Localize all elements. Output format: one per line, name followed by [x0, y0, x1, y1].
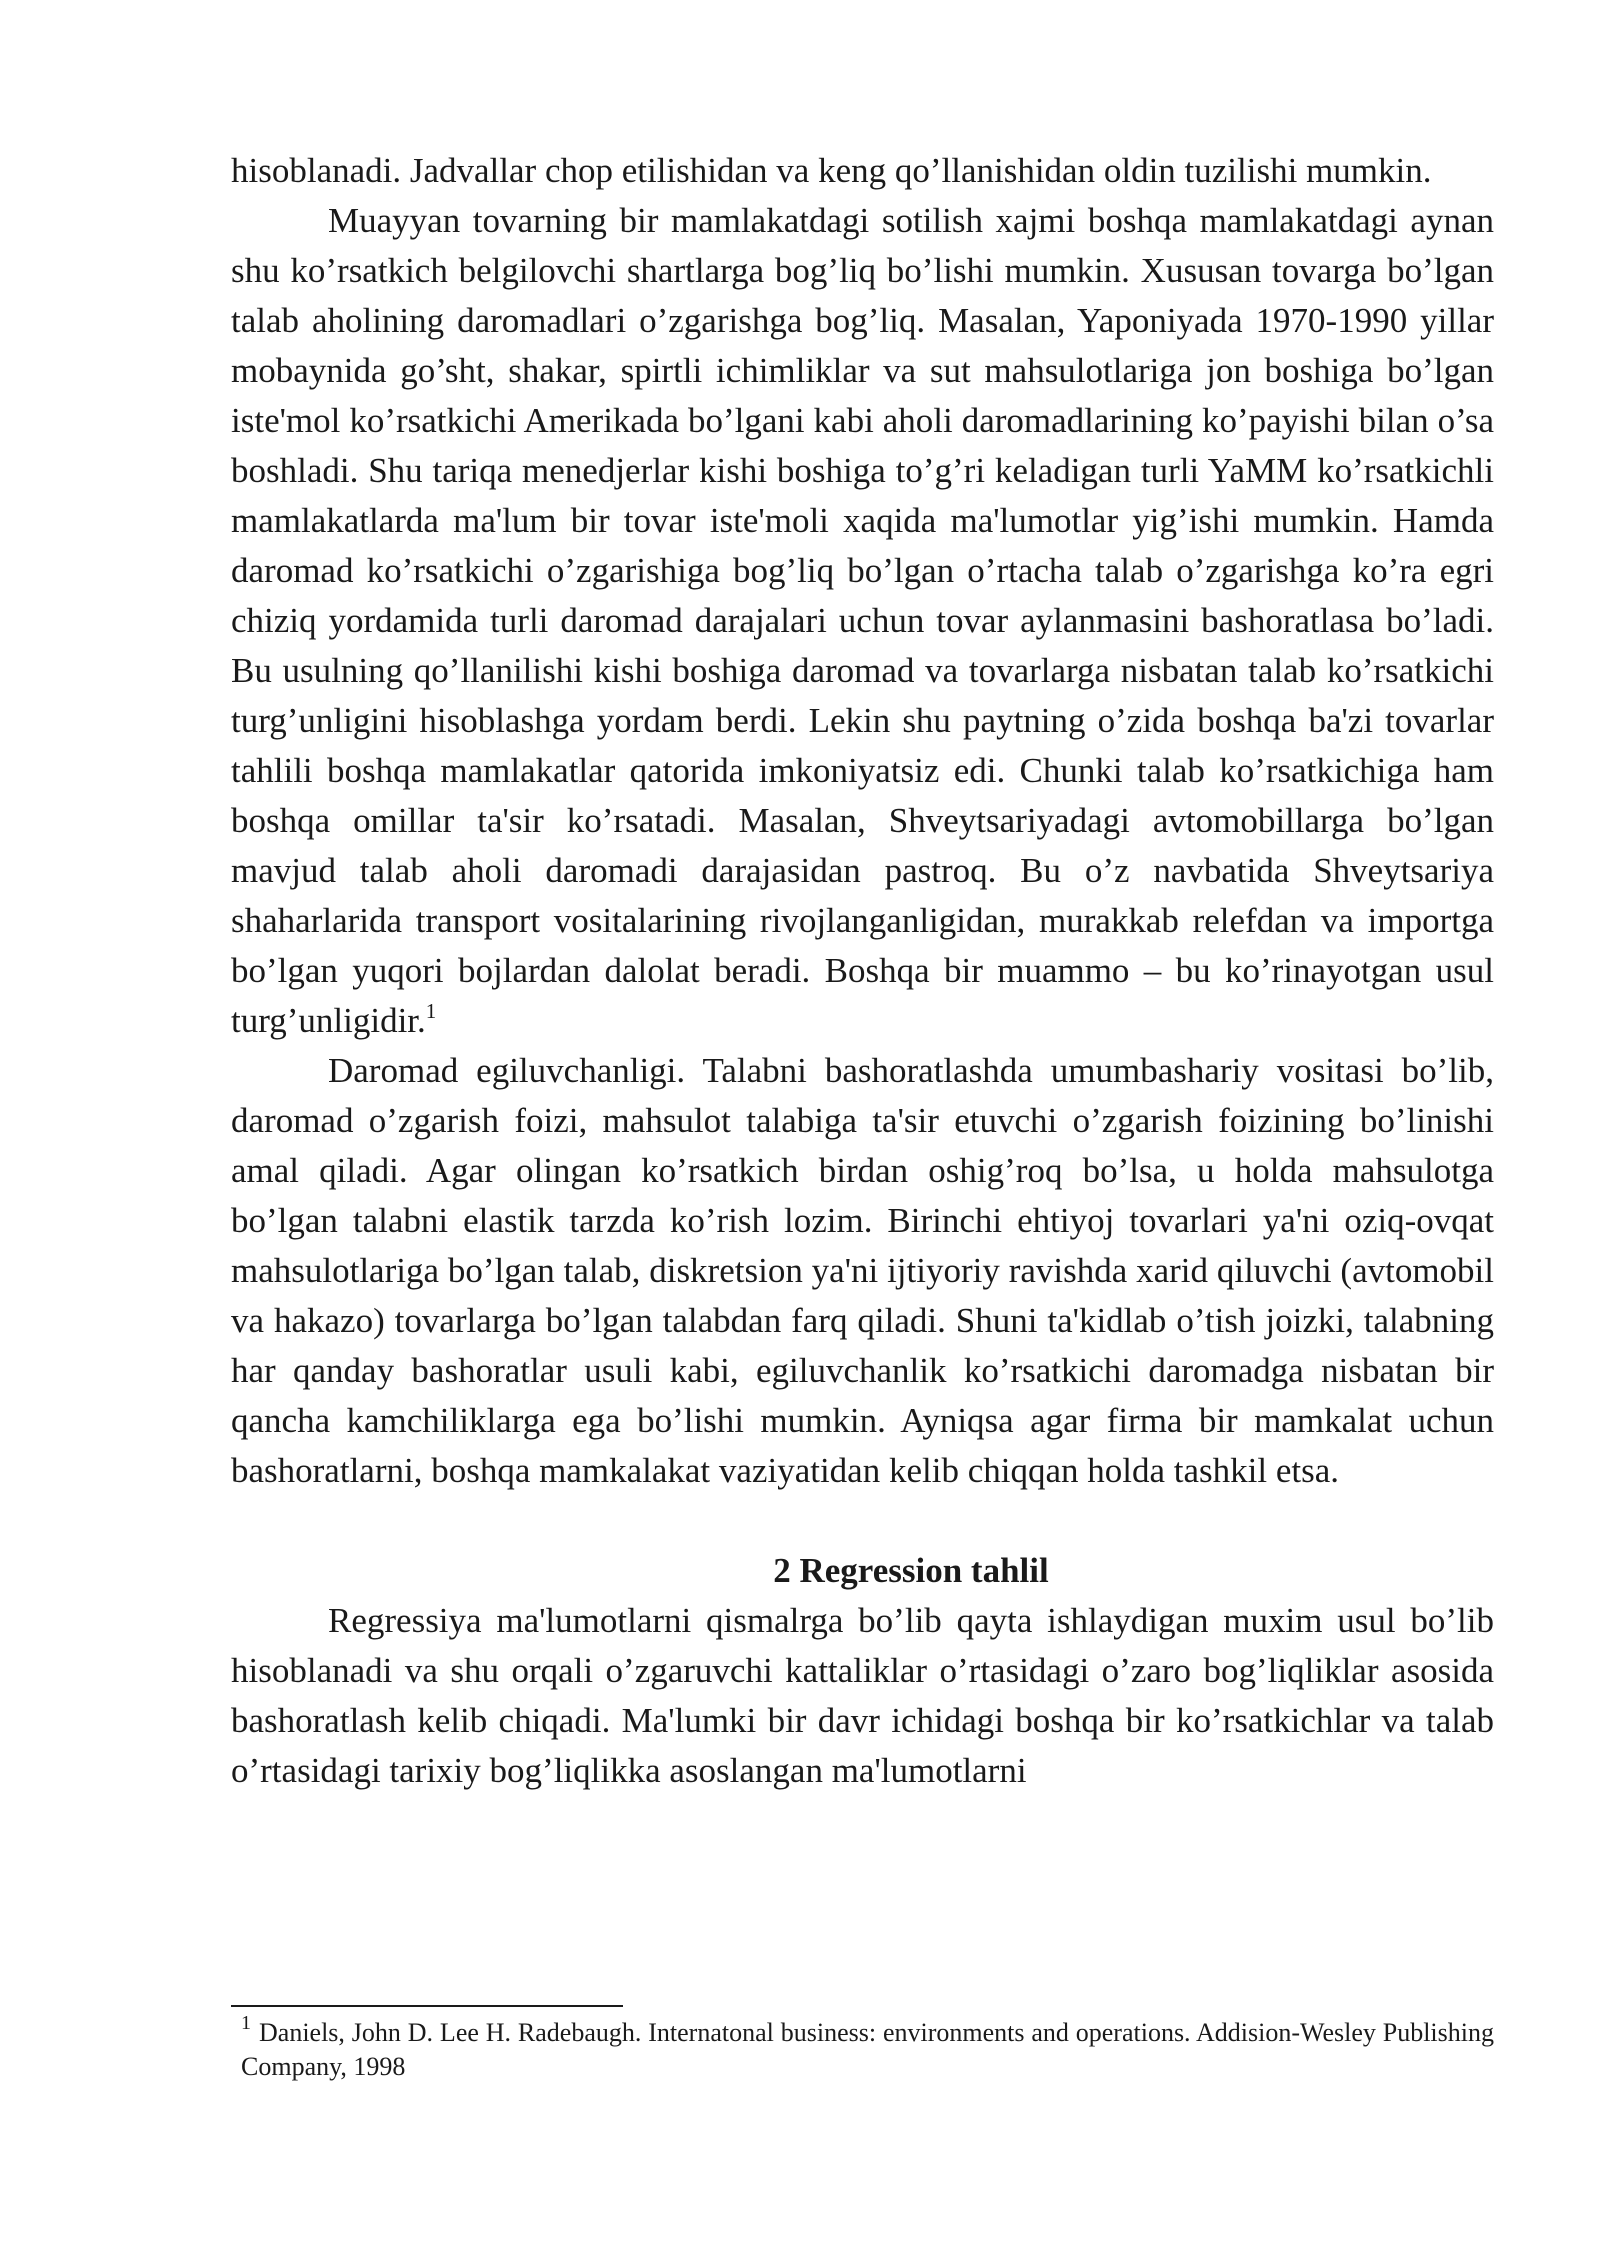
- paragraph-demand-income: [231, 196, 1494, 1046]
- footnote-separator: [231, 2005, 623, 2007]
- paragraph-continuation: hisoblanadi. Jadvallar chop etilishidan va keng qo’llanishidan oldin tuzilishi mumkin.: [231, 151, 1432, 190]
- footnote-text: Daniels, John D. Lee H. Radebaugh. Internatonal business: environments and operations. Addision-Wesley Publishing Company, 1998: [241, 2018, 1494, 2081]
- footnote-marker: 1: [241, 2012, 251, 2034]
- footnote-reference[interactable]: 1: [425, 999, 437, 1023]
- footnote: [241, 2012, 1494, 2084]
- page-body: [231, 146, 1494, 1796]
- paragraph-demand-income-text: Muayyan tovarning bir mamlakatdagi sotilish xajmi boshqa mamlakatdagi aynan shu ko’rsatkich belgilovchi shartlarga bog’liq bo’lishi mumkin. Xususan tovarga bo’lgan talab aholining daromadlari o’zgarishga bog’liq. Masalan, Yaponiyada 1970-1990 yillar mobaynida go’sht, shakar, spirtli ichimliklar va sut mahsulotlariga jon boshiga bo’lgan iste'mol ko’rsatkichi Amerikada bo’lgani kabi aholi daromadlarining ko’payishi bilan o’sa boshladi. Shu tariqa menedjerlar kishi boshiga to’g’ri keladigan turli YaMM ko’rsatkichli mamlakatlarda ma'lum bir tovar iste'moli xaqida ma'lumotlar yig’ishi mumkin. Hamda daromad ko’rsatkichi o’zgarishiga bog’liq bo’lgan o’rtacha talab o’zgarishga ko’ra egri chiziq yordamida turli daromad darajalari uchun tovar aylanmasini bashoratlasa bo’ladi. Bu usulning qo’llanilishi kishi boshiga daromad va tovarlarga nisbatan talab ko’rsatkichi turg’unligini hisoblashga yordam berdi. Lekin shu paytning o’zida boshqa ba'zi tovarlar tahlili boshqa mamlakatlar qatorida imkoniyatsiz edi. Chunki talab ko’rsatkichiga ham boshqa omillar ta'sir ko’rsatadi. Masalan, Shveytsariyadagi avtomobillarga bo’lgan mavjud talab aholi daromadi darajasidan pastroq. Bu o’z navbatida Shveytsariya shaharlarida transport vositalarining rivojlanganligidan, murakkab relefdan va importga bo’lgan yuqori bojlardan dalolat beradi. Boshqa bir muammo – bu ko’rinayotgan usul turg’unligidir.: [231, 201, 1494, 1040]
- paragraph-income-elasticity: Daromad egiluvchanligi. Talabni bashoratlashda umumbashariy vositasi bo’lib, daromad o’zgarish foizi, mahsulot talabiga ta'sir etuvchi o’zgarish foizining bo’linishi amal qiladi. Agar olingan ko’rsatkich birdan oshig’roq bo’lsa, u holda mahsulotga bo’lgan talabni elastik tarzda ko’rish lozim. Birinchi ehtiyoj tovarlari ya'ni oziq-ovqat mahsulotlariga bo’lgan talab, diskretsion ya'ni ijtiyoriy ravishda xarid qiluvchi (avtomobil va hakazo) tovarlarga bo’lgan talabdan farq qiladi. Shuni ta'kidlab o’tish joizki, talabning har qanday bashoratlar usuli kabi, egiluvchanlik ko’rsatkichi daromadga nisbatan bir qancha kamchiliklarga ega bo’lishi mumkin. Ayniqsa agar firma bir mamkalat uchun bashoratlarni, boshqa mamkalakat vaziyatidan kelib chiqqan holda tashkil etsa.: [231, 1051, 1494, 1490]
- paragraph-regression: Regressiya ma'lumotlarni qismalrga bo’lib qayta ishlaydigan muxim usul bo’lib hisoblanadi va shu orqali o’zgaruvchi kattaliklar o’rtasidagi o’zaro bog’liqliklar asosida bashoratlash kelib chiqadi. Ma'lumki bir davr ichidagi boshqa bir ko’rsatkichlar va talab o’rtasidagi tarixiy bog’liqlikka asoslangan ma'lumotlarni: [231, 1601, 1494, 1790]
- section-heading: 2 Regression tahlil: [773, 1551, 1049, 1590]
